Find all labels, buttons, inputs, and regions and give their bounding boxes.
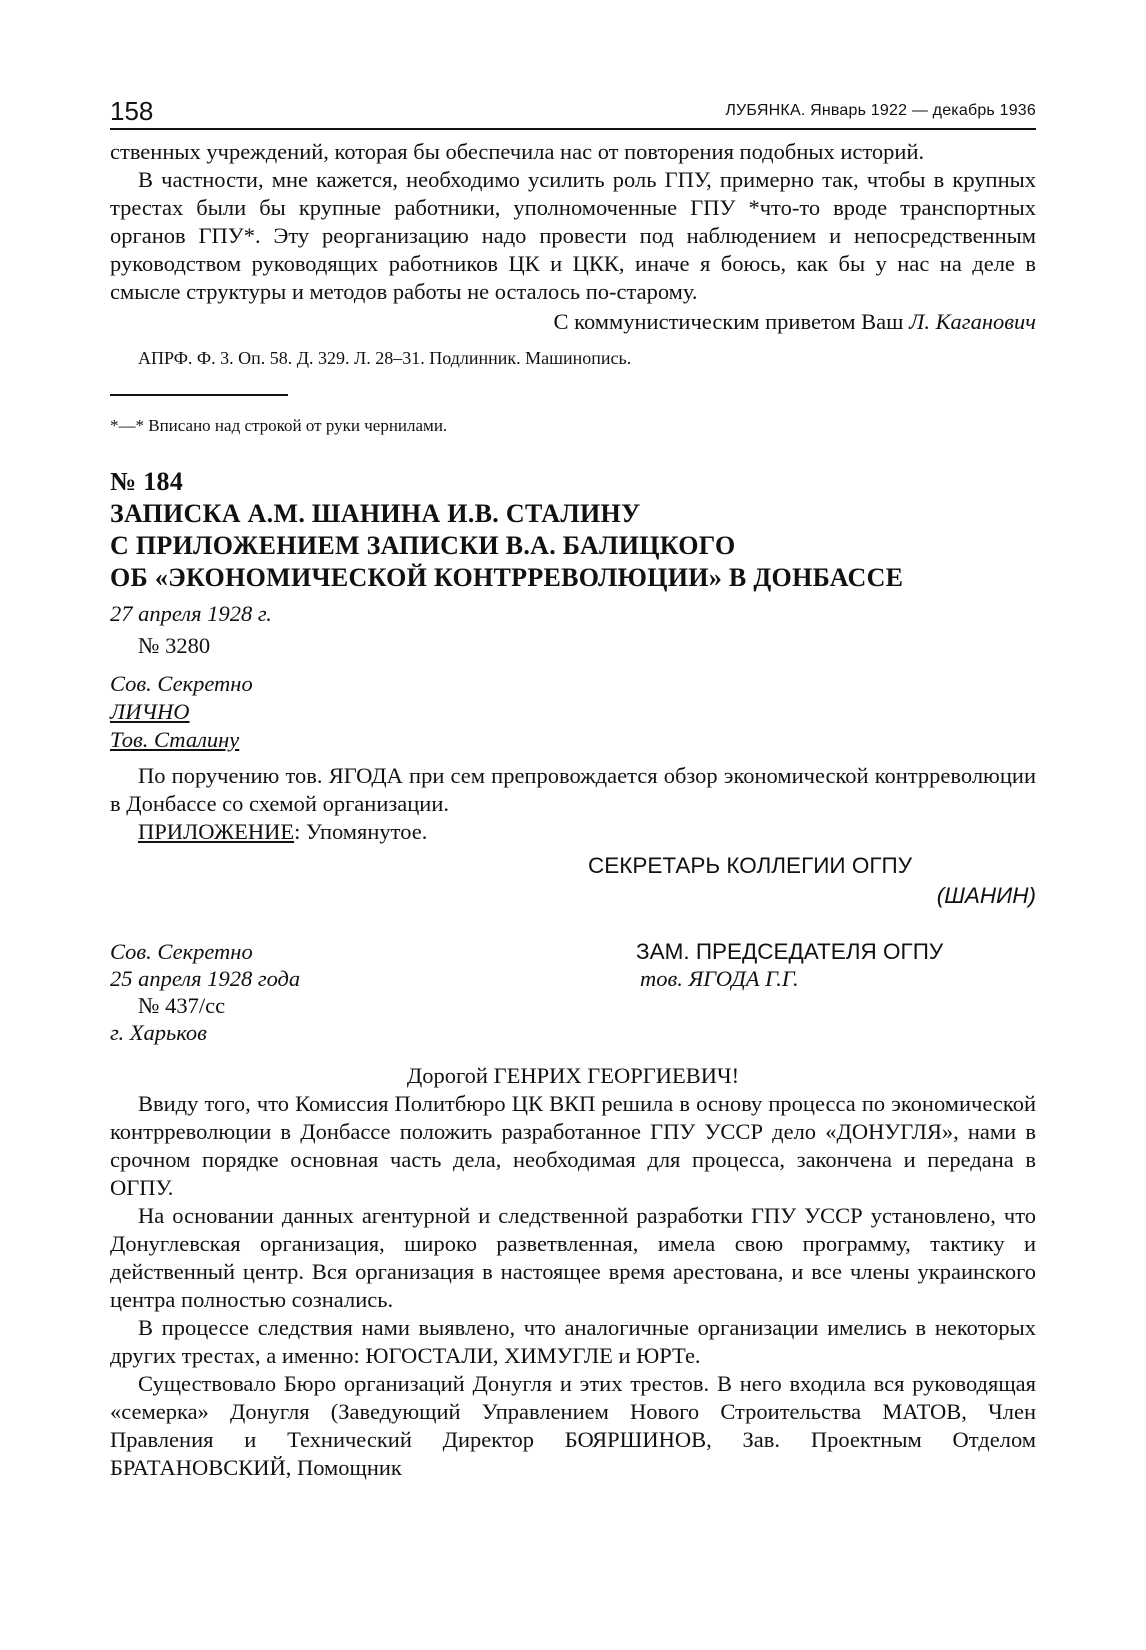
sender-name: (ШАНИН)	[936, 883, 1036, 908]
attachment-date: 25 апреля 1928 года	[110, 966, 301, 991]
attachment-header-left	[110, 938, 300, 1046]
header-rule	[110, 128, 1036, 130]
attachment-paragraph-2: На основании данных агентурной и следственной разработки ГПУ УССР установлено, что Донуглевская организация, широко разветвленная, имела свою программу, тактику и действенный центр. Вся организация в настоящее время арестована, и все члены украинского центра полностью сознались.	[110, 1203, 1036, 1312]
document-title-line-1: ЗАПИСКА А.М. ШАНИНА И.В. СТАЛИНУ	[110, 499, 641, 528]
addressee-title: ЗАМ. ПРЕДСЕДАТЕЛЯ ОГПУ	[636, 939, 944, 964]
attachment-city: г. Харьков	[110, 1020, 207, 1045]
sender-title: СЕКРЕТАРЬ КОЛЛЕГИИ ОГПУ	[588, 853, 912, 878]
attachment-header-right	[636, 938, 943, 992]
attachment-label: ПРИЛОЖЕНИЕ	[138, 819, 295, 844]
attachment-secret: Сов. Секретно	[110, 939, 253, 964]
attachment-line	[110, 818, 1036, 846]
page-header	[110, 96, 1036, 130]
cover-text: По поручению тов. ЯГОДА при сем препровождается обзор экономической контрреволюции в Донбассе со схемой организации.	[110, 763, 1036, 816]
stamp-secret: Сов. Секретно	[110, 671, 253, 696]
attachment-paragraph-3: В процессе следствия нами выявлено, что аналогичные организации имелись в некоторых других трестах, а именно: ЮГОСТАЛИ, ХИМУГЛЕ и ЮРТе.	[110, 1315, 1036, 1368]
page-number: 158	[110, 96, 154, 126]
salutation: Дорогой ГЕНРИХ ГЕОРГИЕВИЧ!	[406, 1063, 740, 1088]
signature-name: Л. Каганович	[909, 309, 1036, 334]
attachment-paragraph-1: Ввиду того, что Комиссия Политбюро ЦК ВКП решила в основу процесса по экономической контрреволюции в Донбассе положить разработанное ГПУ УССР дело «ДОНУГЛЯ», нами в срочном порядке основная часть дела, необходимая для процесса, закончена и передана в ОГПУ.	[110, 1091, 1036, 1200]
footnote: *—* Вписано над строкой от руки чернилами.	[110, 416, 448, 435]
secrecy-stamp	[110, 670, 1036, 754]
signature-text: С коммунистическим приветом Ваш	[553, 309, 910, 334]
letter-paragraph-1: ственных учреждений, которая бы обеспечила нас от повторения подобных историй.	[110, 139, 925, 164]
document-heading	[110, 466, 1036, 594]
document-number: № 184	[110, 467, 184, 496]
document-title-line-2: С ПРИЛОЖЕНИЕМ ЗАПИСКИ В.А. БАЛИЦКОГО	[110, 531, 736, 560]
letter-paragraph-2: В частности, мне кажется, необходимо усилить роль ГПУ, примерно так, чтобы в крупных трестах были бы крупные работники, уполномоченные ГПУ *что-то вроде транспортных органов ГПУ*. Эту реорганизацию надо провести под наблюдением и непосредственным руководством руководящих работников ЦК и ЦКК, иначе я боюсь, как бы у нас на деле в смысле структуры и методов работы не осталось по-старому.	[110, 167, 1036, 304]
letter-signature	[110, 308, 1036, 336]
attachment-text: : Упомянутое.	[294, 819, 428, 844]
stamp-personal: ЛИЧНО	[110, 699, 190, 724]
footnote-rule	[110, 394, 288, 396]
running-title: ЛУБЯНКА. Январь 1922 — декабрь 1936	[725, 102, 1036, 119]
document-title-line-3: ОБ «ЭКОНОМИЧЕСКОЙ КОНТРРЕВОЛЮЦИИ» В ДОНБАССЕ	[110, 563, 904, 592]
document-reg-number: № 3280	[138, 633, 211, 658]
attachment-header	[110, 938, 1036, 1054]
attachment-number: № 437/сс	[138, 993, 226, 1018]
addressee-name: тов. ЯГОДА Г.Г.	[640, 966, 799, 991]
attachment-paragraph-4: Существовало Бюро организаций Донугля и этих трестов. В него входила вся руководящая «семерка» Донугля (Заведующий Управлением Нового Строительства МАТОВ, Член Правления и Технический Директор БОЯРШИНОВ, Зав. Проектным Отделом БРАТАНОВСКИЙ, Помощник	[110, 1371, 1036, 1480]
page-body	[110, 138, 1036, 1482]
document-date: 27 апреля 1928 г.	[110, 601, 272, 626]
archive-reference: АПРФ. Ф. 3. Оп. 58. Д. 329. Л. 28–31. Подлинник. Машинопись.	[138, 348, 632, 368]
stamp-addressee: Тов. Сталину	[110, 727, 240, 752]
